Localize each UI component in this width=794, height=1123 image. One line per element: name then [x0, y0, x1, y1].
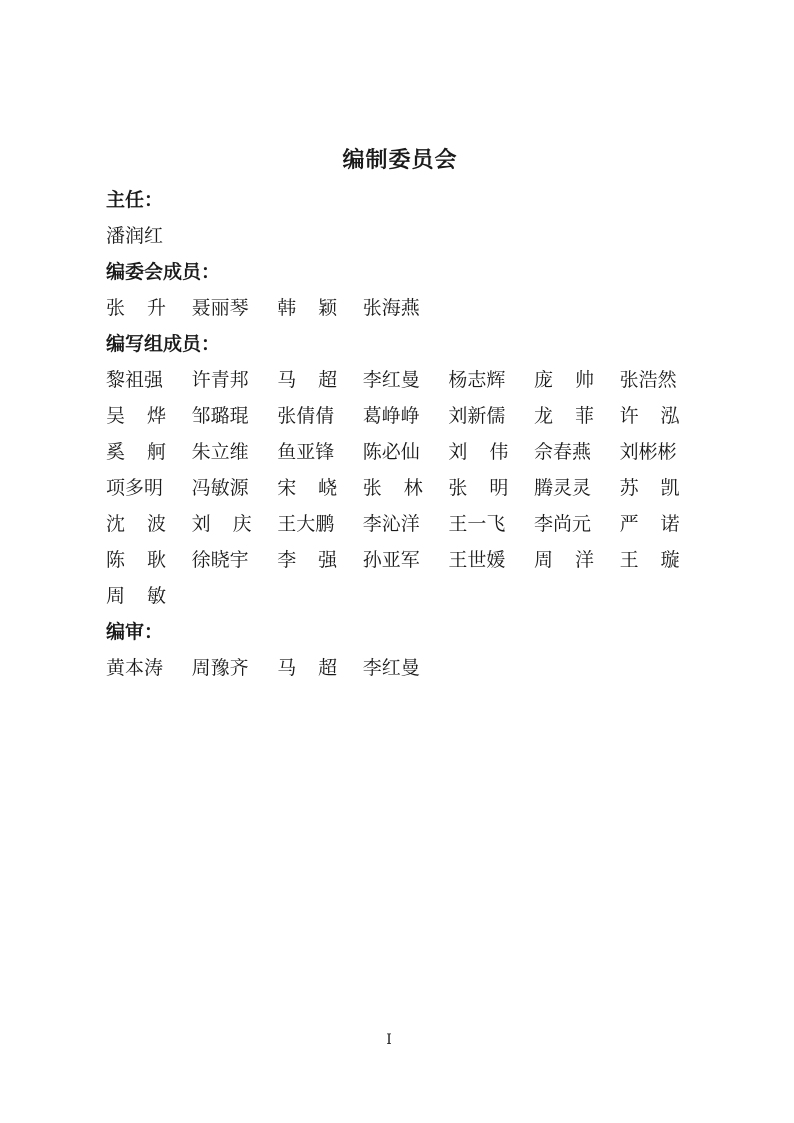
member-name: 孙亚军: [362, 549, 420, 571]
member-name: 王一飞: [448, 513, 506, 535]
name-row: [106, 434, 706, 470]
member-name: 许 泓: [619, 405, 680, 427]
member-name: 吴 烨: [106, 405, 166, 427]
page-title: 编制委员会: [342, 148, 458, 173]
member-name: 鱼亚锋: [277, 441, 335, 463]
member-name: 李沁洋: [362, 513, 420, 535]
member-name: 许青邦: [191, 369, 249, 391]
committee-list: [106, 182, 706, 686]
name-row: [106, 650, 706, 686]
member-name: 聂丽琴: [191, 297, 249, 319]
member-name: 葛峥峥: [362, 405, 420, 427]
member-name: 王 璇: [619, 549, 680, 571]
member-name: 周豫齐: [191, 657, 249, 679]
member-name: 张 明: [448, 477, 509, 499]
member-name: 腾灵灵: [533, 477, 591, 499]
member-name: 马 超: [277, 657, 338, 679]
page-number: I: [386, 1032, 392, 1048]
name-row: [106, 506, 706, 542]
section-heading: 主任：: [106, 189, 164, 211]
member-name: 宋 峣: [277, 477, 338, 499]
member-name: 刘 庆: [191, 513, 252, 535]
member-name: 张倩倩: [277, 405, 335, 427]
name-block: [106, 290, 706, 326]
member-name: 黎祖强: [106, 369, 164, 391]
member-name: 庞 帅: [533, 369, 594, 391]
member-name: 冯敏源: [191, 477, 249, 499]
section-heading: 编写组成员：: [106, 333, 221, 355]
member-name: 李 强: [277, 549, 338, 571]
member-name: 刘 伟: [448, 441, 509, 463]
name-block: [106, 650, 706, 686]
member-name: 周 洋: [533, 549, 594, 571]
member-name: 李红曼: [362, 657, 420, 679]
member-name: 刘新儒: [448, 405, 506, 427]
member-name: 马 超: [277, 369, 338, 391]
member-name: 佘春燕: [533, 441, 591, 463]
name-row: [106, 362, 706, 398]
name-row: [106, 218, 706, 254]
member-name: 奚 舸: [106, 441, 166, 463]
member-name: 潘润红: [106, 225, 164, 247]
name-block: [106, 218, 706, 254]
member-name: 陈必仙: [362, 441, 420, 463]
member-name: 周 敏: [106, 585, 166, 607]
section-heading: 编委会成员：: [106, 261, 221, 283]
member-name: 邹璐琨: [191, 405, 249, 427]
member-name: 张海燕: [362, 297, 420, 319]
member-name: 张 升: [106, 297, 166, 319]
member-name: 黄本涛: [106, 657, 164, 679]
member-name: 朱立维: [191, 441, 249, 463]
member-name: 徐晓宇: [191, 549, 249, 571]
member-name: 王世媛: [448, 549, 506, 571]
name-row: [106, 578, 706, 614]
member-name: 项多明: [106, 477, 164, 499]
member-name: 张浩然: [619, 369, 677, 391]
section-heading: 编审：: [106, 621, 164, 643]
member-name: 苏 凯: [619, 477, 680, 499]
name-row: [106, 470, 706, 506]
member-name: 严 诺: [619, 513, 680, 535]
member-name: 张 林: [362, 477, 423, 499]
name-row: [106, 542, 706, 578]
member-name: 沈 波: [106, 513, 166, 535]
member-name: 韩 颖: [277, 297, 338, 319]
member-name: 李红曼: [362, 369, 420, 391]
name-row: [106, 398, 706, 434]
member-name: 刘彬彬: [619, 441, 677, 463]
name-row: [106, 290, 706, 326]
member-name: 李尚元: [533, 513, 591, 535]
name-block: [106, 362, 706, 614]
member-name: 陈 耿: [106, 549, 166, 571]
member-name: 杨志辉: [448, 369, 506, 391]
member-name: 王大鹏: [277, 513, 335, 535]
member-name: 龙 菲: [533, 405, 594, 427]
